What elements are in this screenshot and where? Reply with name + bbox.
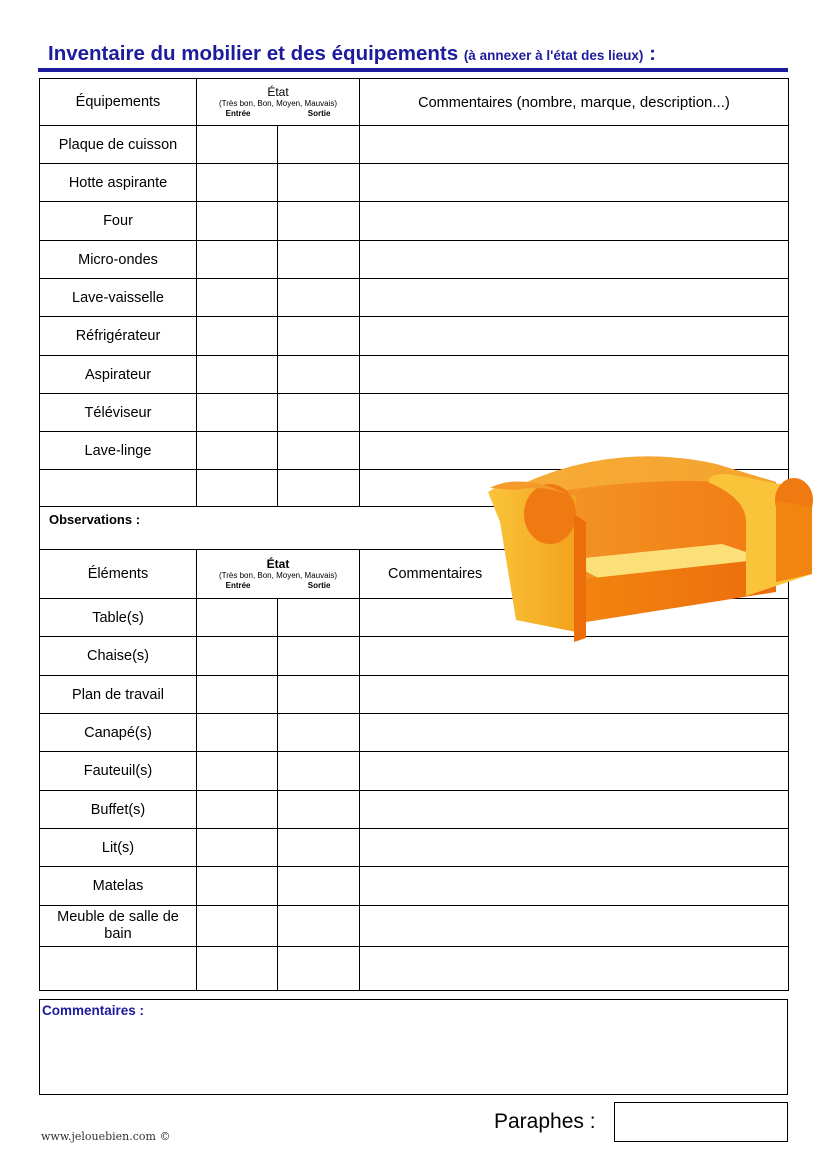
entree-label: Entrée: [225, 580, 251, 590]
comment-cell[interactable]: [360, 279, 789, 317]
sofa-icon: [476, 452, 816, 660]
observations-label: Observations :: [49, 512, 141, 527]
comment-cell[interactable]: [360, 241, 789, 279]
sortie-cell[interactable]: [278, 202, 360, 241]
sortie-cell[interactable]: [278, 164, 360, 202]
sortie-cell[interactable]: [278, 637, 360, 676]
elements-column-header: Éléments: [40, 550, 197, 599]
sortie-cell[interactable]: [278, 906, 360, 947]
table-header-row: [40, 79, 789, 126]
entree-cell[interactable]: [197, 470, 278, 507]
entree-cell[interactable]: [197, 947, 278, 991]
sortie-cell[interactable]: [278, 432, 360, 470]
entree-cell[interactable]: [197, 279, 278, 317]
table-row: [40, 947, 789, 991]
entree-label: Entrée: [225, 108, 251, 118]
sortie-cell[interactable]: [278, 126, 360, 164]
comment-cell[interactable]: [360, 164, 789, 202]
comments-box[interactable]: [39, 999, 788, 1095]
etat-scale: (Très bon, Bon, Moyen, Mauvais): [219, 98, 337, 108]
entree-cell[interactable]: [197, 752, 278, 791]
title-main: Inventaire du mobilier et des équipements: [48, 42, 459, 65]
comment-cell[interactable]: [360, 394, 789, 432]
entree-cell[interactable]: [197, 599, 278, 637]
table-row: [40, 829, 789, 867]
table-row: [40, 791, 789, 829]
equipment-column-header: Équipements: [40, 79, 197, 126]
row-label: Lave-vaisselle: [40, 279, 197, 317]
entree-cell[interactable]: [197, 432, 278, 470]
table-row: [40, 317, 789, 356]
entree-cell[interactable]: [197, 714, 278, 752]
entree-cell[interactable]: [197, 637, 278, 676]
table-row: [40, 867, 789, 906]
row-label: Buffet(s): [40, 791, 197, 829]
sortie-label: Sortie: [307, 108, 331, 118]
row-label: Micro-ondes: [40, 241, 197, 279]
entree-cell[interactable]: [197, 906, 278, 947]
row-label: Plan de travail: [40, 676, 197, 714]
entree-cell[interactable]: [197, 394, 278, 432]
sortie-cell[interactable]: [278, 752, 360, 791]
comment-cell[interactable]: [360, 947, 789, 991]
table-row: [40, 279, 789, 317]
comments-header-label: Commentaires: [418, 94, 513, 111]
sortie-cell[interactable]: [278, 829, 360, 867]
comments-box-label: Commentaires :: [42, 1003, 145, 1018]
sortie-cell[interactable]: [278, 867, 360, 906]
entree-cell[interactable]: [197, 791, 278, 829]
etat-header: [197, 79, 360, 126]
row-label: Matelas: [40, 867, 197, 906]
entree-cell[interactable]: [197, 356, 278, 394]
paraphes-box[interactable]: [614, 1102, 788, 1142]
entree-cell[interactable]: [197, 164, 278, 202]
equipment-table: [39, 78, 789, 507]
footer-copyright: www.jelouebien.com ©: [41, 1130, 171, 1143]
entree-cell[interactable]: [197, 676, 278, 714]
comment-cell[interactable]: [360, 829, 789, 867]
etat-title: État: [266, 556, 290, 571]
comments-header-label: Commentaires: [388, 566, 483, 582]
sortie-cell[interactable]: [278, 791, 360, 829]
comment-cell[interactable]: [360, 752, 789, 791]
entree-cell[interactable]: [197, 126, 278, 164]
row-label: Table(s): [40, 599, 197, 637]
table-row: [40, 202, 789, 241]
row-label: Fauteuil(s): [40, 752, 197, 791]
comment-cell[interactable]: [360, 317, 789, 356]
comment-cell[interactable]: [360, 791, 789, 829]
comments-header-hint: (nombre, marque, description...): [516, 93, 730, 111]
row-label: [40, 470, 197, 507]
paraphes-label: Paraphes :: [494, 1110, 596, 1133]
sortie-cell[interactable]: [278, 356, 360, 394]
row-label: Hotte aspirante: [40, 164, 197, 202]
comment-cell[interactable]: [360, 867, 789, 906]
etat-header: [197, 550, 360, 599]
comment-cell[interactable]: [360, 906, 789, 947]
row-label: Four: [40, 202, 197, 241]
sortie-cell[interactable]: [278, 394, 360, 432]
entree-cell[interactable]: [197, 202, 278, 241]
comments-column-header: [360, 79, 789, 126]
entree-cell[interactable]: [197, 317, 278, 356]
entree-cell[interactable]: [197, 867, 278, 906]
row-label: Téléviseur: [40, 394, 197, 432]
row-label: Réfrigérateur: [40, 317, 197, 356]
row-label: Meuble de salle de bain: [40, 906, 197, 947]
etat-scale: (Très bon, Bon, Moyen, Mauvais): [219, 570, 337, 580]
comment-cell[interactable]: [360, 356, 789, 394]
comment-cell[interactable]: [360, 126, 789, 164]
sortie-cell[interactable]: [278, 599, 360, 637]
row-label: Aspirateur: [40, 356, 197, 394]
row-label: Plaque de cuisson: [40, 126, 197, 164]
page-title: [48, 42, 656, 66]
table-row: [40, 126, 789, 164]
title-sub: (à annexer à l'état des lieux): [463, 48, 644, 63]
etat-title: État: [267, 84, 289, 99]
sortie-cell[interactable]: [278, 279, 360, 317]
entree-cell[interactable]: [197, 829, 278, 867]
table-row: [40, 714, 789, 752]
sortie-cell[interactable]: [278, 947, 360, 991]
table-row: [40, 241, 789, 279]
row-label: Lit(s): [40, 829, 197, 867]
comment-cell[interactable]: [360, 202, 789, 241]
entree-cell[interactable]: [197, 241, 278, 279]
row-label: Lave-linge: [40, 432, 197, 470]
sortie-label: Sortie: [307, 580, 331, 590]
sortie-cell[interactable]: [278, 470, 360, 507]
sortie-cell[interactable]: [278, 676, 360, 714]
sortie-cell[interactable]: [278, 714, 360, 752]
row-label: [40, 947, 197, 991]
table-row: [40, 356, 789, 394]
comment-cell[interactable]: [360, 714, 789, 752]
table-row: [40, 752, 789, 791]
sortie-cell[interactable]: [278, 317, 360, 356]
table-row: [40, 676, 789, 714]
table-row: [40, 164, 789, 202]
title-rule: [38, 68, 788, 72]
comment-cell[interactable]: [360, 676, 789, 714]
table-row: [40, 394, 789, 432]
row-label: Chaise(s): [40, 637, 197, 676]
table-row: [40, 906, 789, 947]
title-colon: :: [649, 42, 656, 65]
row-label: Canapé(s): [40, 714, 197, 752]
sortie-cell[interactable]: [278, 241, 360, 279]
